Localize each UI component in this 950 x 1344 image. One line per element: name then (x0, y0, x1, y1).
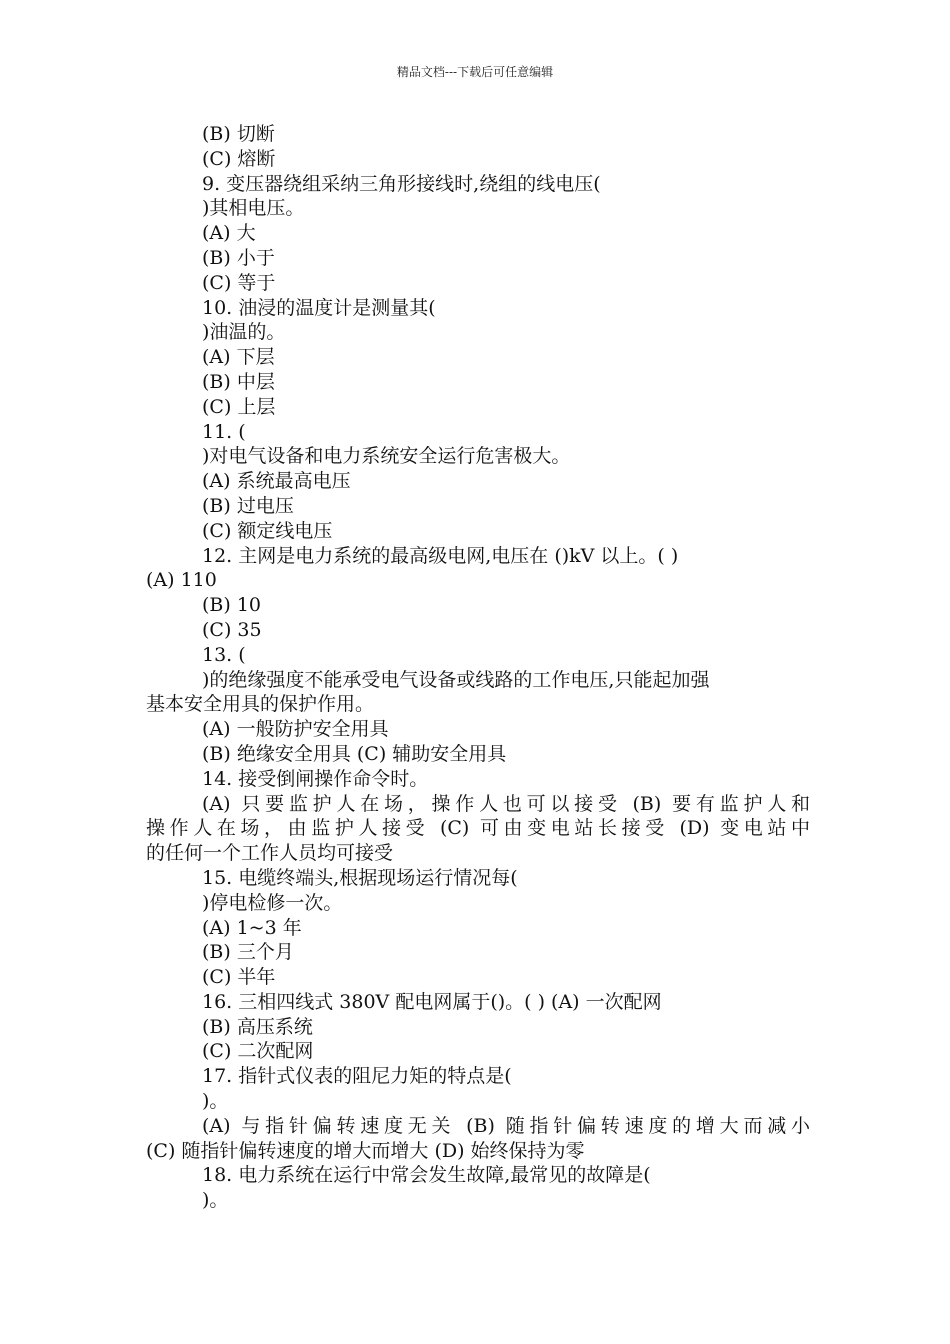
text-line: 11. ( (202, 420, 246, 443)
text-line: 15. 电缆终端头,根据现场运行情况每( (202, 866, 518, 889)
text-line: (A) 只要监护人在场，操作人也可以接受 (B) 要有监护人和 (202, 792, 810, 815)
text-line: (C) 二次配网 (202, 1040, 314, 1063)
text-line: 16. 三相四线式 380V 配电网属于()。( ) (A) 一次配网 (202, 990, 662, 1013)
text-line: 13. ( (202, 643, 246, 666)
text-line: (A) 系统最高电压 (202, 470, 351, 493)
text-line: 14. 接受倒闸操作命令时。 (202, 767, 429, 790)
text-line: (B) 绝缘安全用具 (C) 辅助安全用具 (202, 742, 507, 765)
text-line: (A) 下层 (202, 346, 275, 369)
text-line: (C) 上层 (202, 395, 276, 418)
text-line: (C) 熔断 (202, 147, 276, 170)
text-line: 12. 主网是电力系统的最高级电网,电压在 ()kV 以上。( ) (202, 544, 679, 567)
text-line: (B) 10 (202, 594, 262, 617)
text-line: (C) 随指针偏转速度的增大而增大 (D) 始终保持为零 (146, 1139, 585, 1162)
text-line: (B) 三个月 (202, 941, 294, 964)
text-line: )停电检修一次。 (202, 891, 343, 914)
text-line: (B) 高压系统 (202, 1015, 313, 1038)
text-line: )。 (202, 1090, 229, 1113)
text-line: (C) 等于 (202, 271, 276, 294)
text-line: )对电气设备和电力系统安全运行危害极大。 (202, 445, 571, 468)
text-line: 基本安全用具的保护作用。 (146, 693, 375, 716)
text-line: (B) 过电压 (202, 494, 294, 517)
text-line: (A) 大 (202, 222, 256, 245)
text-line: 操作人在场，由监护人接受 (C) 可由变电站长接受 (D) 变电站中 (146, 817, 810, 840)
text-line: (B) 中层 (202, 370, 275, 393)
text-line: )其相电压。 (202, 197, 305, 220)
text-line: )。 (202, 1189, 229, 1212)
text-line: 18. 电力系统在运行中常会发生故障,最常见的故障是( (202, 1164, 651, 1187)
text-line: (C) 35 (202, 618, 262, 641)
document-body (146, 122, 810, 1213)
text-line: 17. 指针式仪表的阻尼力矩的特点是( (202, 1065, 512, 1088)
text-line: (C) 半年 (202, 966, 276, 989)
text-line: (B) 切断 (202, 123, 275, 145)
text-line: (B) 小于 (202, 246, 275, 269)
text-line: 10. 油浸的温度计是测量其( (202, 296, 436, 319)
text-line: 9. 变压器绕组采纳三角形接线时,绕组的线电压( (202, 172, 601, 195)
text-line: )的绝缘强度不能承受电气设备或线路的工作电压,只能起加强 (202, 668, 710, 691)
text-line: )油温的。 (202, 321, 286, 344)
text-line: (C) 额定线电压 (202, 519, 333, 542)
text-line: 的任何一个工作人员均可接受 (146, 842, 394, 865)
text-line: (A) 110 (146, 569, 217, 592)
page-header: 精品文档---下载后可任意编辑 (396, 65, 554, 79)
text-line: (A) 1~3 年 (202, 916, 302, 939)
text-line: (A) 一般防护安全用具 (202, 718, 389, 741)
text-line: (A) 与指针偏转速度无关 (B) 随指针偏转速度的增大而减小 (202, 1114, 810, 1137)
